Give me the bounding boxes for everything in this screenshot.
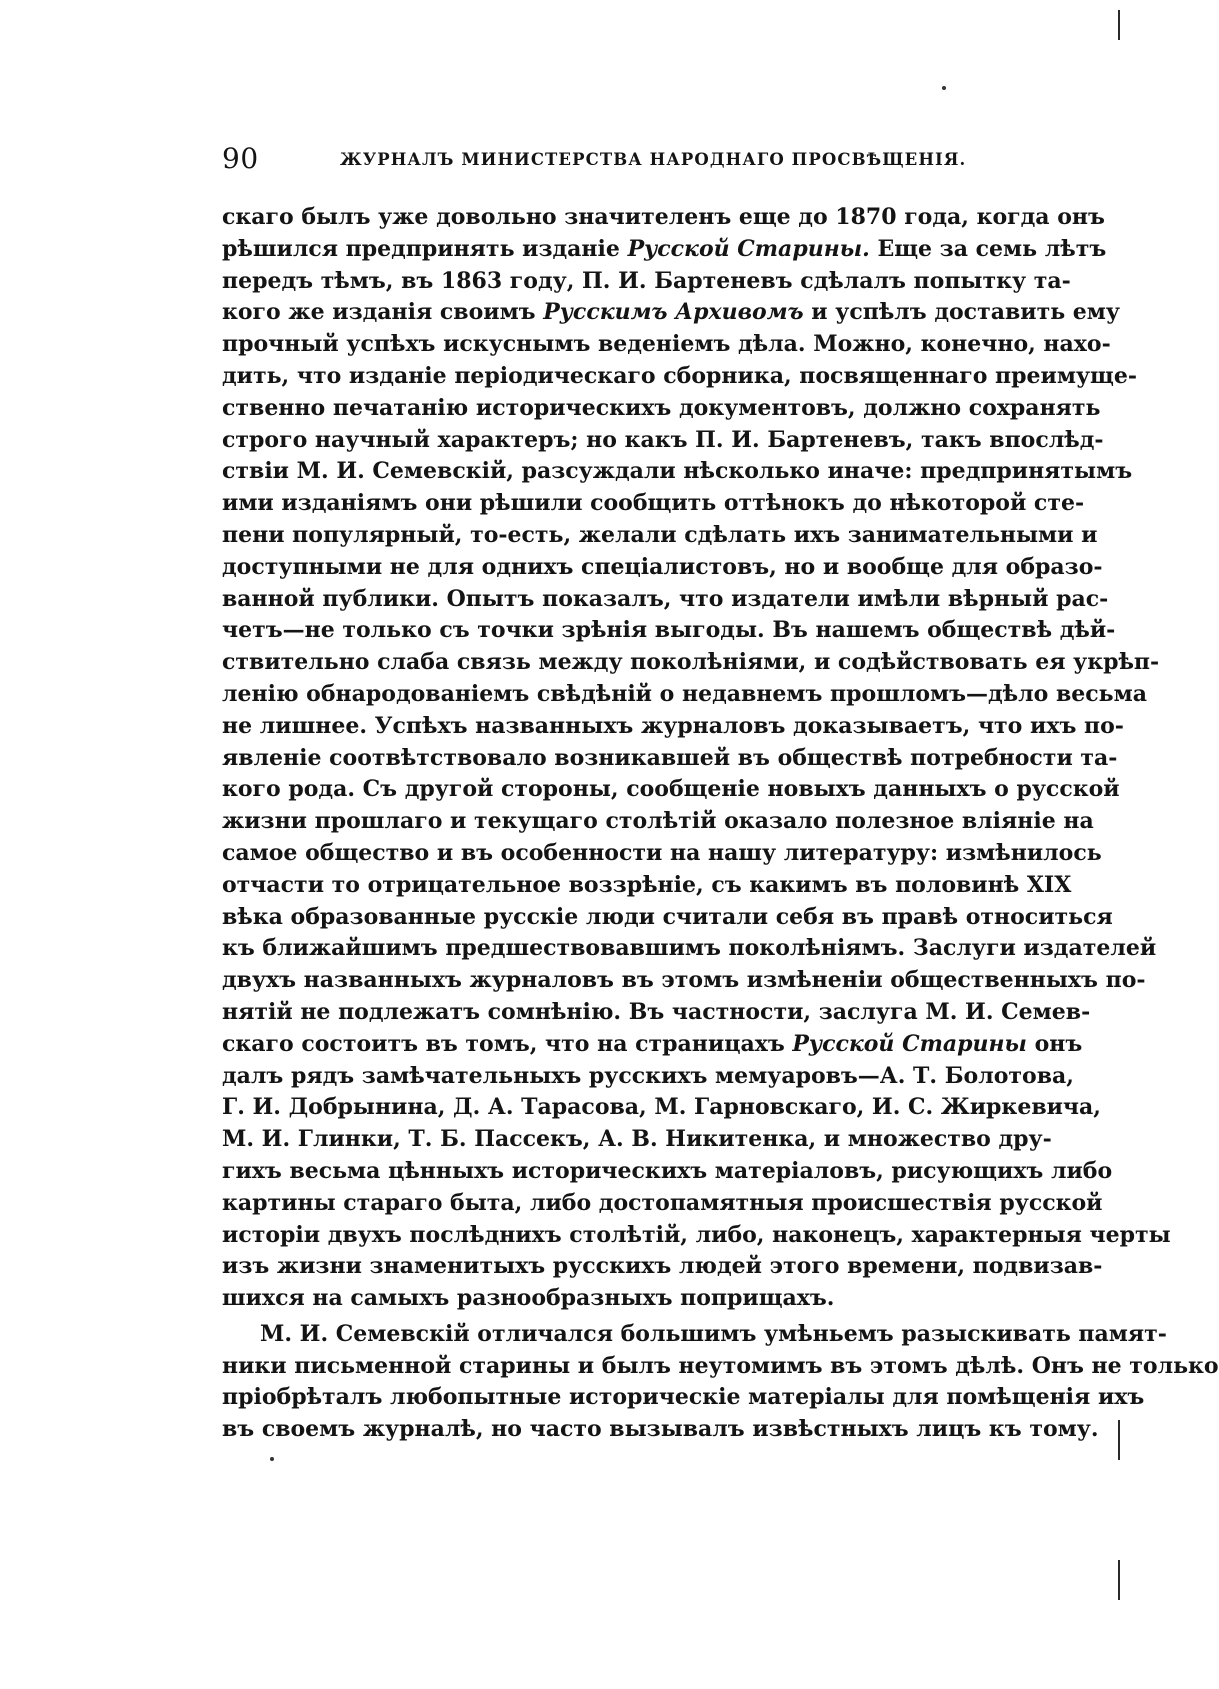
text-line: М. И. Семевскій отличался большимъ умѣньемъ разыскивать памят-	[260, 1320, 1167, 1347]
text-line: прочный успѣхъ искуснымъ веденіемъ дѣла. Можно, конечно, нахо-	[222, 331, 1111, 358]
text-line: кого рода. Съ другой стороны, сообщеніе новыхъ данныхъ о русской	[222, 776, 1120, 803]
text-line: ственно печатанію историческихъ документовъ, должно сохранять	[222, 394, 1101, 421]
scan-edge-mark	[1118, 1560, 1120, 1600]
text-line: исторіи двухъ послѣднихъ столѣтій, либо, наконецъ, характерныя черты	[222, 1221, 1171, 1248]
body-text	[222, 202, 1219, 1446]
scan-speck	[270, 1457, 274, 1461]
running-title: ЖУРНАЛЪ МИНИСТЕРСТВА НАРОДНАГО ПРОСВѢЩЕНІЯ.	[340, 150, 967, 169]
text-line: изъ жизни знаменитыхъ русскихъ людей этого времени, подвизав-	[222, 1253, 1103, 1280]
text-line: ими изданіямъ они рѣшили сообщить оттѣнокъ до нѣкоторой сте-	[222, 490, 1085, 517]
text-line: Г. И. Добрынина, Д. А. Тарасова, М. Гарновскаго, И. С. Жиркевича,	[222, 1094, 1101, 1121]
italic-title: Русскимъ Архивомъ	[543, 299, 804, 326]
text-line: пени популярный, то-есть, желали сдѣлать ихъ занимательными и	[222, 521, 1098, 548]
scan-edge-mark	[1118, 10, 1120, 40]
text-line: доступными не для однихъ спеціалистовъ, но и вообще для образо-	[222, 553, 1103, 580]
text-line: къ ближайшимъ предшествовавшимъ поколѣніямъ. Заслуги издателей	[222, 935, 1157, 962]
text-line: двухъ названныхъ журналовъ въ этомъ измѣненіи общественныхъ по-	[222, 967, 1146, 994]
text-line: ленію обнародованіемъ свѣдѣній о недавнемъ прошломъ—дѣло весьма	[222, 680, 1147, 707]
italic-title: Русской Старины	[792, 1030, 1027, 1057]
text-line: самое общество и въ особенности на нашу литературу: измѣнилось	[222, 839, 1102, 866]
scan-speck	[942, 86, 946, 90]
italic-title: Русской Старины.	[627, 235, 870, 262]
text-line: картины стараго быта, либо достопамятныя происшествія русской	[222, 1189, 1103, 1216]
text-line: четъ—не только съ точки зрѣнія выгоды. Въ нашемъ обществѣ дѣй-	[222, 617, 1116, 644]
text-line: ствительно слаба связь между поколѣніями, и содѣйствовать ея укрѣп-	[222, 649, 1160, 676]
text-line: ствіи М. И. Семевскій, разсуждали нѣсколько иначе: предпринятымъ	[222, 458, 1133, 485]
page-header	[222, 142, 1032, 182]
text-line: строго научный характеръ; но какъ П. И. Бартеневъ, такъ впослѣд-	[222, 426, 1104, 453]
paragraph-2	[222, 1319, 1219, 1446]
text-line: гихъ весьма цѣнныхъ историческихъ матеріаловъ, рисующихъ либо	[222, 1157, 1113, 1184]
text-line: М. И. Глинки, Т. Б. Пассекъ, А. В. Никитенка, и множество дру-	[222, 1126, 1052, 1153]
text-line: пріобрѣталъ любопытные историческіе матеріалы для помѣщенія ихъ	[222, 1384, 1145, 1411]
text-line: вѣка образованные русскіе люди считали себя въ правѣ относиться	[222, 903, 1113, 930]
text-line: явленіе соотвѣтствовало возникавшей въ обществѣ потребности та-	[222, 744, 1118, 771]
scan-edge-mark	[1118, 1420, 1120, 1460]
text-line: рѣшился предпринять изданіе Русской Старины. Еще за семь лѣтъ	[222, 235, 1107, 262]
text-line: не лишнее. Успѣхъ названныхъ журналовъ доказываетъ, что ихъ по-	[222, 712, 1124, 739]
text-line: ванной публики. Опытъ показалъ, что издатели имѣли вѣрный рас-	[222, 585, 1109, 612]
paragraph-1	[222, 202, 1171, 1315]
page-number: 90	[222, 142, 259, 175]
text-line: нятій не подлежатъ сомнѣнію. Въ частности, заслуга М. И. Семев-	[222, 998, 1091, 1025]
text-line: передъ тѣмъ, въ 1863 году, П. И. Бартеневъ сдѣлалъ попытку та-	[222, 267, 1071, 294]
text-line: скаго былъ уже довольно значителенъ еще до 1870 года, когда онъ	[222, 204, 1105, 230]
text-line: далъ рядъ замѣчательныхъ русскихъ мемуаровъ—А. Т. Болотова,	[222, 1062, 1074, 1089]
text-line: отчасти то отрицательное воззрѣніе, съ какимъ въ половинѣ XIX	[222, 871, 1072, 898]
text-line: дить, что изданіе періодическаго сборника, посвященнаго преимуще-	[222, 362, 1137, 389]
text-line: въ своемъ журналѣ, но часто вызывалъ извѣстныхъ лицъ къ тому.	[222, 1416, 1099, 1443]
text-line: скаго состоитъ въ томъ, что на страницахъ Русской Старины онъ	[222, 1030, 1083, 1057]
text-line: жизни прошлаго и текущаго столѣтій оказало полезное вліяніе на	[222, 808, 1094, 835]
text-line: шихся на самыхъ разнообразныхъ поприщахъ.	[222, 1285, 835, 1312]
text-line: кого же изданія своимъ Русскимъ Архивомъ и успѣлъ доставить ему	[222, 299, 1120, 326]
text-line: ники письменной старины и былъ неутомимъ въ этомъ дѣлѣ. Онъ не только	[222, 1352, 1219, 1379]
